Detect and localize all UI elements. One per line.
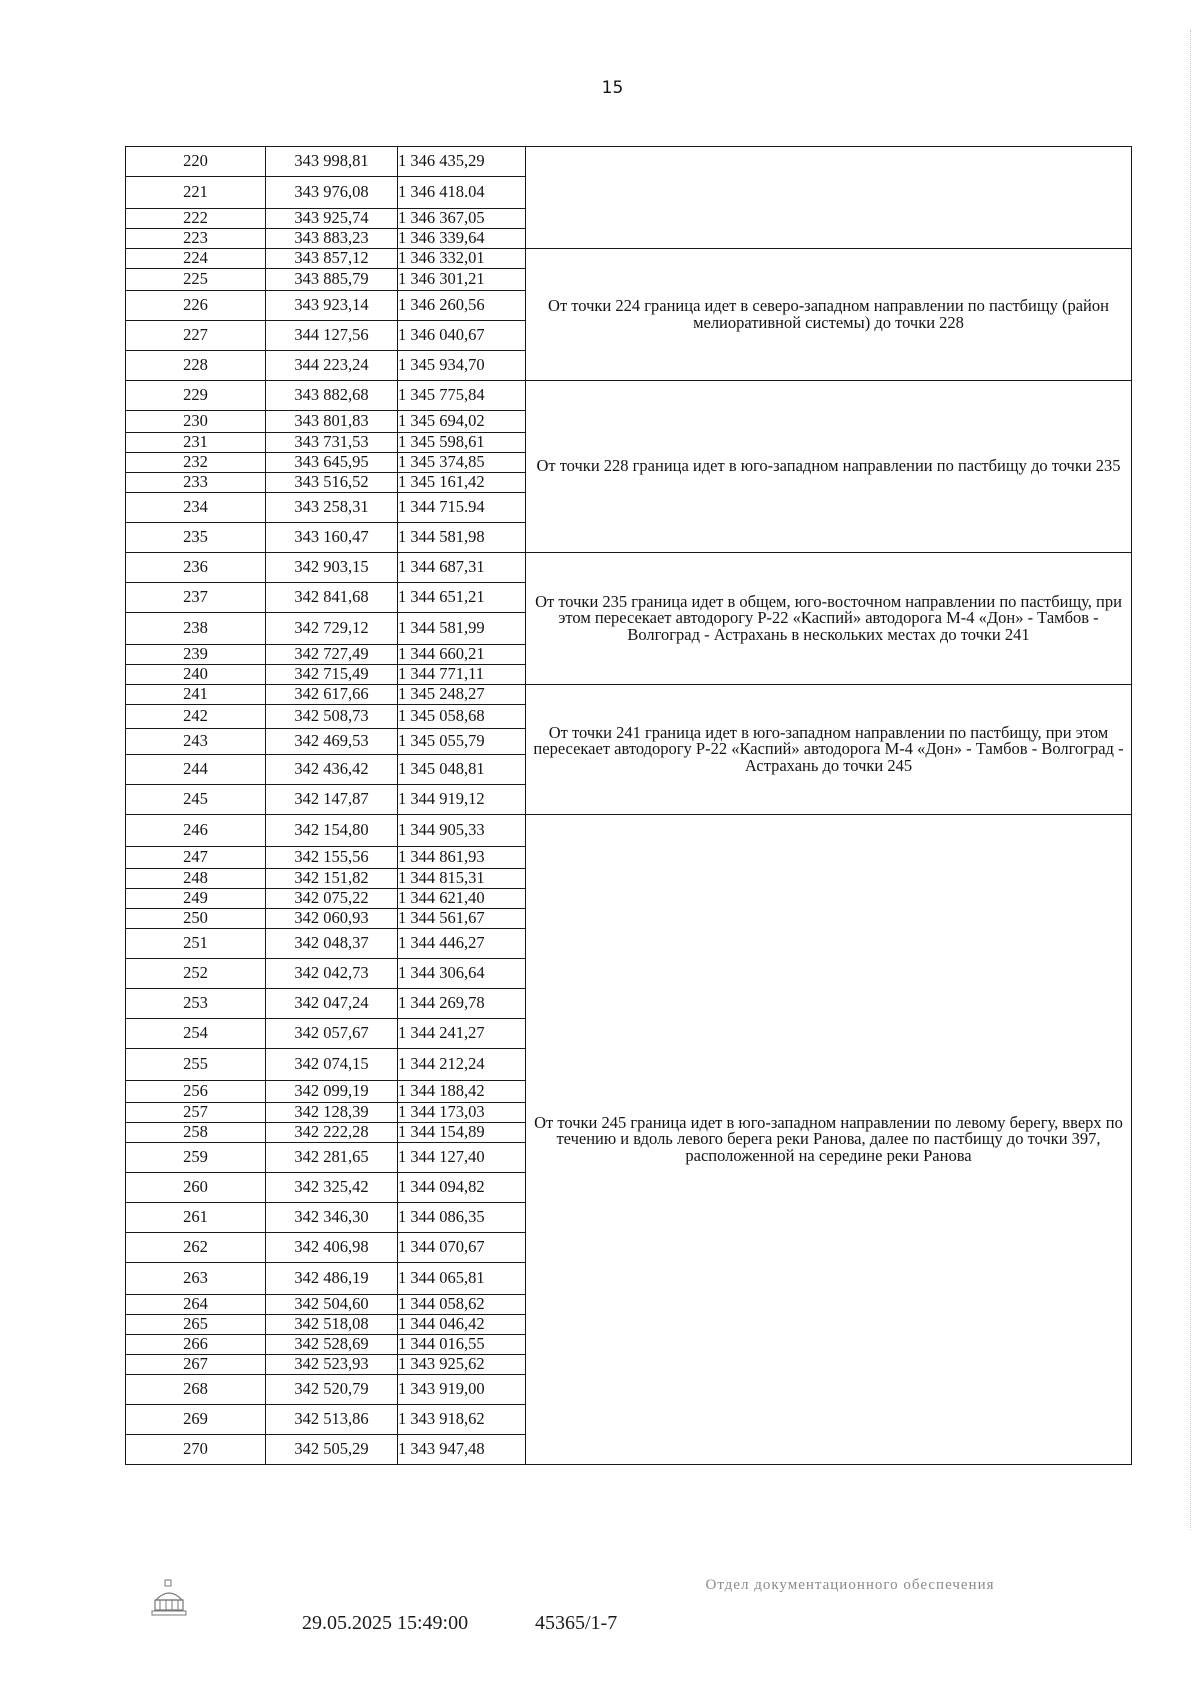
x-coordinate-cell: 342 048,37 [266, 929, 398, 959]
y-coordinate-cell: 1 344 241,27 [398, 1019, 526, 1049]
boundary-description-cell: От точки 228 граница идет в юго-западном направлении по пастбищу до точки 235 [526, 381, 1132, 553]
point-number-cell: 238 [126, 613, 266, 645]
x-coordinate-cell: 343 885,79 [266, 269, 398, 291]
y-coordinate-cell: 1 346 367,05 [398, 209, 526, 229]
table-row [126, 249, 1132, 269]
point-number-cell: 252 [126, 959, 266, 989]
point-number-cell: 246 [126, 815, 266, 847]
boundary-description-cell: От точки 224 граница идет в северо-западном направлении по пастбищу (район мелиоративной системы) до точки 228 [526, 249, 1132, 381]
x-coordinate-cell: 342 042,73 [266, 959, 398, 989]
point-number-cell: 266 [126, 1335, 266, 1355]
y-coordinate-cell: 1 344 094,82 [398, 1173, 526, 1203]
x-coordinate-cell: 342 436,42 [266, 755, 398, 785]
point-number-cell: 234 [126, 493, 266, 523]
x-coordinate-cell: 342 518,08 [266, 1315, 398, 1335]
y-coordinate-cell: 1 344 687,31 [398, 553, 526, 583]
point-number-cell: 242 [126, 705, 266, 729]
x-coordinate-cell: 343 998,81 [266, 147, 398, 177]
x-coordinate-cell: 342 154,80 [266, 815, 398, 847]
y-coordinate-cell: 1 344 212,24 [398, 1049, 526, 1081]
footer-document-code: 45365/1-7 [535, 1612, 618, 1634]
x-coordinate-cell: 343 258,31 [266, 493, 398, 523]
x-coordinate-cell: 342 486,19 [266, 1263, 398, 1295]
y-coordinate-cell: 1 344 660,21 [398, 645, 526, 665]
x-coordinate-cell: 342 346,30 [266, 1203, 398, 1233]
x-coordinate-cell: 342 729,12 [266, 613, 398, 645]
point-number-cell: 221 [126, 177, 266, 209]
point-number-cell: 227 [126, 321, 266, 351]
table-row [126, 381, 1132, 411]
x-coordinate-cell: 342 057,67 [266, 1019, 398, 1049]
point-number-cell: 243 [126, 729, 266, 755]
point-number-cell: 240 [126, 665, 266, 685]
point-number-cell: 248 [126, 869, 266, 889]
y-coordinate-cell: 1 346 435,29 [398, 147, 526, 177]
y-coordinate-cell: 1 344 581,99 [398, 613, 526, 645]
point-number-cell: 247 [126, 847, 266, 869]
y-coordinate-cell: 1 344 306,64 [398, 959, 526, 989]
y-coordinate-cell: 1 345 374,85 [398, 453, 526, 473]
y-coordinate-cell: 1 344 086,35 [398, 1203, 526, 1233]
x-coordinate-cell: 343 160,47 [266, 523, 398, 553]
y-coordinate-cell: 1 343 919,00 [398, 1375, 526, 1405]
y-coordinate-cell: 1 343 947,48 [398, 1435, 526, 1465]
y-coordinate-cell: 1 344 173,03 [398, 1103, 526, 1123]
y-coordinate-cell: 1 346 301,21 [398, 269, 526, 291]
y-coordinate-cell: 1 346 339,64 [398, 229, 526, 249]
y-coordinate-cell: 1 345 694,02 [398, 411, 526, 433]
scan-margin-artifact [1190, 30, 1194, 1530]
point-number-cell: 229 [126, 381, 266, 411]
x-coordinate-cell: 342 151,82 [266, 869, 398, 889]
point-number-cell: 250 [126, 909, 266, 929]
x-coordinate-cell: 343 882,68 [266, 381, 398, 411]
x-coordinate-cell: 342 841,68 [266, 583, 398, 613]
x-coordinate-cell: 343 516,52 [266, 473, 398, 493]
point-number-cell: 222 [126, 209, 266, 229]
x-coordinate-cell: 343 925,74 [266, 209, 398, 229]
x-coordinate-cell: 342 281,65 [266, 1143, 398, 1173]
x-coordinate-cell: 342 060,93 [266, 909, 398, 929]
point-number-cell: 251 [126, 929, 266, 959]
y-coordinate-cell: 1 346 040,67 [398, 321, 526, 351]
y-coordinate-cell: 1 344 715.94 [398, 493, 526, 523]
y-coordinate-cell: 1 344 446,27 [398, 929, 526, 959]
x-coordinate-cell: 344 127,56 [266, 321, 398, 351]
y-coordinate-cell: 1 344 919,12 [398, 785, 526, 815]
x-coordinate-cell: 342 715,49 [266, 665, 398, 685]
y-coordinate-cell: 1 344 269,78 [398, 989, 526, 1019]
x-coordinate-cell: 342 727,49 [266, 645, 398, 665]
point-number-cell: 244 [126, 755, 266, 785]
point-number-cell: 245 [126, 785, 266, 815]
boundary-description-cell: От точки 245 граница идет в юго-западном направлении по левому берегу, вверх по течению и вдоль левого берега реки Ранова, далее по пастбищу до точки 397, расположенной на середине реки Ранова [526, 815, 1132, 1465]
x-coordinate-cell: 343 645,95 [266, 453, 398, 473]
point-number-cell: 225 [126, 269, 266, 291]
y-coordinate-cell: 1 344 561,67 [398, 909, 526, 929]
y-coordinate-cell: 1 344 861,93 [398, 847, 526, 869]
x-coordinate-cell: 342 469,53 [266, 729, 398, 755]
y-coordinate-cell: 1 344 065,81 [398, 1263, 526, 1295]
x-coordinate-cell: 344 223,24 [266, 351, 398, 381]
point-number-cell: 267 [126, 1355, 266, 1375]
table-row [126, 815, 1132, 847]
point-number-cell: 261 [126, 1203, 266, 1233]
table-row [126, 685, 1132, 705]
x-coordinate-cell: 343 857,12 [266, 249, 398, 269]
x-coordinate-cell: 342 147,87 [266, 785, 398, 815]
point-number-cell: 268 [126, 1375, 266, 1405]
point-number-cell: 232 [126, 453, 266, 473]
point-number-cell: 258 [126, 1123, 266, 1143]
x-coordinate-cell: 342 047,24 [266, 989, 398, 1019]
x-coordinate-cell: 342 520,79 [266, 1375, 398, 1405]
y-coordinate-cell: 1 344 905,33 [398, 815, 526, 847]
y-coordinate-cell: 1 344 154,89 [398, 1123, 526, 1143]
boundary-description-cell [526, 147, 1132, 249]
y-coordinate-cell: 1 346 332,01 [398, 249, 526, 269]
y-coordinate-cell: 1 345 598,61 [398, 433, 526, 453]
point-number-cell: 263 [126, 1263, 266, 1295]
point-number-cell: 259 [126, 1143, 266, 1173]
point-number-cell: 224 [126, 249, 266, 269]
point-number-cell: 220 [126, 147, 266, 177]
point-number-cell: 231 [126, 433, 266, 453]
point-number-cell: 253 [126, 989, 266, 1019]
x-coordinate-cell: 342 523,93 [266, 1355, 398, 1375]
emblem-icon [150, 1578, 188, 1618]
footer-department-stamp: Отдел документационного обеспечения [705, 1577, 995, 1593]
x-coordinate-cell: 342 099,19 [266, 1081, 398, 1103]
point-number-cell: 236 [126, 553, 266, 583]
point-number-cell: 223 [126, 229, 266, 249]
point-number-cell: 257 [126, 1103, 266, 1123]
point-number-cell: 262 [126, 1233, 266, 1263]
x-coordinate-cell: 343 883,23 [266, 229, 398, 249]
y-coordinate-cell: 1 345 048,81 [398, 755, 526, 785]
point-number-cell: 264 [126, 1295, 266, 1315]
page-number: 15 [601, 78, 624, 98]
x-coordinate-cell: 342 504,60 [266, 1295, 398, 1315]
y-coordinate-cell: 1 345 934,70 [398, 351, 526, 381]
y-coordinate-cell: 1 345 055,79 [398, 729, 526, 755]
point-number-cell: 230 [126, 411, 266, 433]
x-coordinate-cell: 342 406,98 [266, 1233, 398, 1263]
table-row [126, 147, 1132, 177]
point-number-cell: 270 [126, 1435, 266, 1465]
x-coordinate-cell: 342 074,15 [266, 1049, 398, 1081]
point-number-cell: 226 [126, 291, 266, 321]
point-number-cell: 254 [126, 1019, 266, 1049]
table-row [126, 553, 1132, 583]
y-coordinate-cell: 1 344 581,98 [398, 523, 526, 553]
y-coordinate-cell: 1 343 918,62 [398, 1405, 526, 1435]
y-coordinate-cell: 1 344 070,67 [398, 1233, 526, 1263]
y-coordinate-cell: 1 345 248,27 [398, 685, 526, 705]
y-coordinate-cell: 1 343 925,62 [398, 1355, 526, 1375]
y-coordinate-cell: 1 344 771,11 [398, 665, 526, 685]
y-coordinate-cell: 1 346 418.04 [398, 177, 526, 209]
y-coordinate-cell: 1 344 651,21 [398, 583, 526, 613]
point-number-cell: 235 [126, 523, 266, 553]
point-number-cell: 269 [126, 1405, 266, 1435]
x-coordinate-cell: 343 731,53 [266, 433, 398, 453]
y-coordinate-cell: 1 345 775,84 [398, 381, 526, 411]
coordinates-table-wrapper [125, 146, 1131, 1465]
y-coordinate-cell: 1 344 016,55 [398, 1335, 526, 1355]
point-number-cell: 241 [126, 685, 266, 705]
y-coordinate-cell: 1 345 161,42 [398, 473, 526, 493]
x-coordinate-cell: 342 075,22 [266, 889, 398, 909]
point-number-cell: 239 [126, 645, 266, 665]
boundary-description-cell: От точки 235 граница идет в общем, юго-восточном направлении по пастбищу, при этом пересекает автодорогу Р-22 «Каспий» автодорога М-4 «Дон» - Тамбов - Волгоград - Астрахань в нескольких местах до точки 241 [526, 553, 1132, 685]
footer-date: 29.05.2025 15:49:00 [302, 1612, 469, 1634]
y-coordinate-cell: 1 346 260,56 [398, 291, 526, 321]
y-coordinate-cell: 1 344 046,42 [398, 1315, 526, 1335]
y-coordinate-cell: 1 344 127,40 [398, 1143, 526, 1173]
point-number-cell: 237 [126, 583, 266, 613]
point-number-cell: 260 [126, 1173, 266, 1203]
point-number-cell: 233 [126, 473, 266, 493]
y-coordinate-cell: 1 344 621,40 [398, 889, 526, 909]
x-coordinate-cell: 342 128,39 [266, 1103, 398, 1123]
point-number-cell: 265 [126, 1315, 266, 1335]
x-coordinate-cell: 342 325,42 [266, 1173, 398, 1203]
x-coordinate-cell: 343 976,08 [266, 177, 398, 209]
x-coordinate-cell: 342 505,29 [266, 1435, 398, 1465]
point-number-cell: 249 [126, 889, 266, 909]
x-coordinate-cell: 343 801,83 [266, 411, 398, 433]
x-coordinate-cell: 342 528,69 [266, 1335, 398, 1355]
y-coordinate-cell: 1 344 058,62 [398, 1295, 526, 1315]
boundary-description-cell: От точки 241 граница идет в юго-западном направлении по пастбищу, при этом пересекает автодорогу Р-22 «Каспий» автодорога М-4 «Дон» - Тамбов - Волгоград - Астрахань до точки 245 [526, 685, 1132, 815]
coordinates-table [125, 146, 1132, 1465]
x-coordinate-cell: 342 508,73 [266, 705, 398, 729]
point-number-cell: 256 [126, 1081, 266, 1103]
x-coordinate-cell: 342 617,66 [266, 685, 398, 705]
x-coordinate-cell: 342 903,15 [266, 553, 398, 583]
y-coordinate-cell: 1 344 188,42 [398, 1081, 526, 1103]
x-coordinate-cell: 342 513,86 [266, 1405, 398, 1435]
y-coordinate-cell: 1 344 815,31 [398, 869, 526, 889]
x-coordinate-cell: 342 222,28 [266, 1123, 398, 1143]
y-coordinate-cell: 1 345 058,68 [398, 705, 526, 729]
point-number-cell: 228 [126, 351, 266, 381]
x-coordinate-cell: 342 155,56 [266, 847, 398, 869]
point-number-cell: 255 [126, 1049, 266, 1081]
x-coordinate-cell: 343 923,14 [266, 291, 398, 321]
